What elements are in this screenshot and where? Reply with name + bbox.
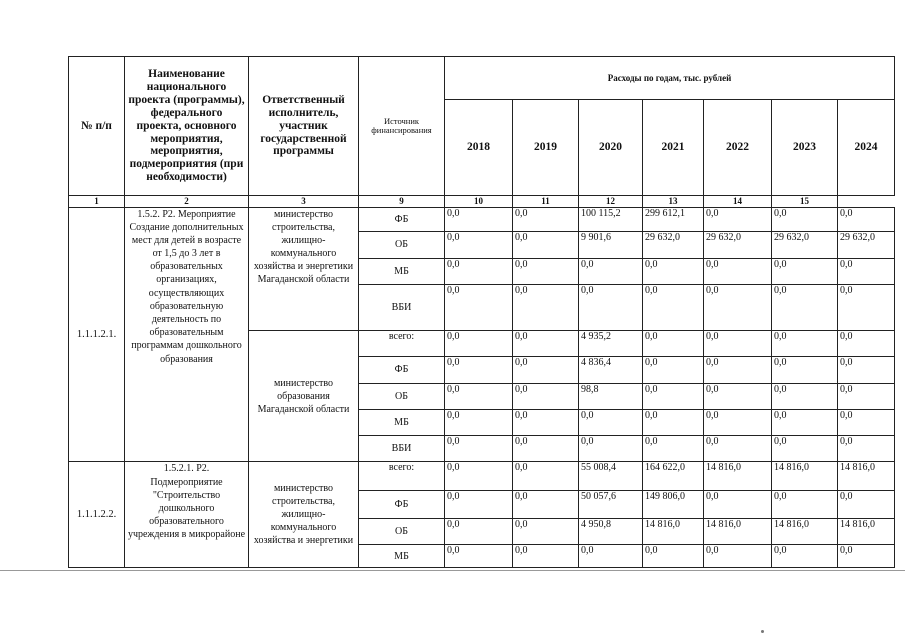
value-2023: 0,0	[772, 207, 838, 232]
value-2023: 0,0	[772, 545, 838, 568]
row-executor: министерство строительства, жилищно-коммунального хозяйства и энергетики Магаданской области	[249, 207, 359, 331]
value-2023: 0,0	[772, 383, 838, 410]
value-2018: 0,0	[445, 356, 513, 383]
value-2020: 55 008,4	[579, 462, 643, 491]
header-executor: Ответственный исполнитель, участник государственной программы	[249, 57, 359, 196]
value-2021: 149 806,0	[643, 491, 704, 519]
header-year-2019: 2019	[513, 100, 579, 196]
value-2019: 0,0	[513, 491, 579, 519]
value-2022: 0,0	[704, 435, 772, 462]
table-row	[69, 207, 895, 232]
funding-source: МБ	[359, 258, 445, 285]
value-2020: 4 950,8	[579, 518, 643, 545]
value-2021: 14 816,0	[643, 518, 704, 545]
funding-source: МБ	[359, 410, 445, 436]
value-2023: 0,0	[772, 331, 838, 357]
budget-table	[68, 56, 895, 568]
row-code: 1.1.1.2.1.	[69, 207, 125, 462]
funding-source: всего:	[359, 462, 445, 491]
value-2020: 0,0	[579, 435, 643, 462]
funding-source: ФБ	[359, 491, 445, 519]
value-2024: 0,0	[838, 285, 895, 331]
value-2018: 0,0	[445, 331, 513, 357]
value-2022: 0,0	[704, 285, 772, 331]
value-2024: 14 816,0	[838, 518, 895, 545]
value-2020: 100 115,2	[579, 207, 643, 232]
value-2018: 0,0	[445, 258, 513, 285]
value-2022: 0,0	[704, 383, 772, 410]
row-name: 1.5.2. Р2. Мероприятие Создание дополнительных мест для детей в возрасте от 1,5 до 3 лет в образовательных организациях, осуществляющих образовательную деятельность по образовательным программам дошкольного образования	[125, 207, 249, 462]
header-num: № п/п	[69, 57, 125, 196]
table-row	[69, 462, 895, 491]
value-2019: 0,0	[513, 232, 579, 259]
page-bottom-rule	[0, 570, 905, 571]
value-2023: 0,0	[772, 285, 838, 331]
value-2023: 0,0	[772, 435, 838, 462]
value-2019: 0,0	[513, 545, 579, 568]
header-row-top	[69, 57, 895, 100]
funding-source: ОБ	[359, 383, 445, 410]
value-2024: 0,0	[838, 435, 895, 462]
value-2021: 0,0	[643, 285, 704, 331]
header-year-2024: 2024	[838, 100, 895, 196]
value-2022: 0,0	[704, 331, 772, 357]
value-2020: 0,0	[579, 285, 643, 331]
value-2021: 0,0	[643, 356, 704, 383]
funding-source: ВБИ	[359, 435, 445, 462]
funding-source: ФБ	[359, 356, 445, 383]
value-2019: 0,0	[513, 383, 579, 410]
value-2020: 50 057,6	[579, 491, 643, 519]
column-number: 11	[513, 196, 579, 207]
value-2021: 0,0	[643, 545, 704, 568]
header-year-2018: 2018	[445, 100, 513, 196]
value-2018: 0,0	[445, 491, 513, 519]
header-expenses: Расходы по годам, тыс. рублей	[445, 57, 895, 100]
value-2022: 14 816,0	[704, 462, 772, 491]
funding-source: ОБ	[359, 518, 445, 545]
value-2022: 0,0	[704, 545, 772, 568]
header-name: Наименование национального проекта (программы), федерального проекта, основного мероприятия, мероприятия, подмероприятия (при необходимости)	[125, 57, 249, 196]
column-number: 12	[579, 196, 643, 207]
value-2020: 4 836,4	[579, 356, 643, 383]
header-year-2020: 2020	[579, 100, 643, 196]
value-2022: 0,0	[704, 207, 772, 232]
value-2018: 0,0	[445, 232, 513, 259]
value-2022: 0,0	[704, 356, 772, 383]
value-2019: 0,0	[513, 356, 579, 383]
value-2021: 164 622,0	[643, 462, 704, 491]
value-2024: 0,0	[838, 383, 895, 410]
value-2019: 0,0	[513, 462, 579, 491]
column-number: 9	[359, 196, 445, 207]
column-number: 13	[643, 196, 704, 207]
value-2023: 0,0	[772, 491, 838, 519]
column-number-row	[69, 196, 895, 207]
value-2022: 0,0	[704, 410, 772, 436]
value-2019: 0,0	[513, 207, 579, 232]
value-2019: 0,0	[513, 518, 579, 545]
column-number: 3	[249, 196, 359, 207]
value-2020: 4 935,2	[579, 331, 643, 357]
value-2019: 0,0	[513, 435, 579, 462]
header-year-2022: 2022	[704, 100, 772, 196]
value-2020: 98,8	[579, 383, 643, 410]
row-executor: министерство строительства, жилищно-коммунального хозяйства и энергетики	[249, 462, 359, 568]
value-2021: 0,0	[643, 435, 704, 462]
value-2023: 0,0	[772, 410, 838, 436]
value-2024: 0,0	[838, 207, 895, 232]
value-2023: 29 632,0	[772, 232, 838, 259]
value-2024: 0,0	[838, 410, 895, 436]
value-2018: 0,0	[445, 410, 513, 436]
value-2018: 0,0	[445, 285, 513, 331]
value-2021: 299 612,1	[643, 207, 704, 232]
value-2019: 0,0	[513, 285, 579, 331]
column-number: 14	[704, 196, 772, 207]
funding-source: ВБИ	[359, 285, 445, 331]
value-2023: 0,0	[772, 356, 838, 383]
value-2023: 14 816,0	[772, 462, 838, 491]
value-2019: 0,0	[513, 258, 579, 285]
column-number: 10	[445, 196, 513, 207]
value-2024: 0,0	[838, 491, 895, 519]
value-2019: 0,0	[513, 331, 579, 357]
value-2018: 0,0	[445, 383, 513, 410]
value-2018: 0,0	[445, 207, 513, 232]
value-2024: 0,0	[838, 258, 895, 285]
value-2018: 0,0	[445, 518, 513, 545]
value-2024: 0,0	[838, 356, 895, 383]
value-2024: 0,0	[838, 331, 895, 357]
value-2019: 0,0	[513, 410, 579, 436]
value-2021: 0,0	[643, 258, 704, 285]
row-executor: министерство образования Магаданской области	[249, 331, 359, 462]
scan-speck	[761, 630, 764, 633]
value-2020: 0,0	[579, 410, 643, 436]
value-2018: 0,0	[445, 462, 513, 491]
value-2023: 0,0	[772, 258, 838, 285]
value-2022: 0,0	[704, 491, 772, 519]
header-source: Источник финансирования	[359, 57, 445, 196]
funding-source: МБ	[359, 545, 445, 568]
value-2024: 29 632,0	[838, 232, 895, 259]
row-name: 1.5.2.1. Р2. Подмероприятие "Строительство дошкольного образовательного учреждения в микрорайоне	[125, 462, 249, 568]
column-number: 2	[125, 196, 249, 207]
row-code: 1.1.1.2.2.	[69, 462, 125, 568]
header-year-2023: 2023	[772, 100, 838, 196]
funding-source: всего:	[359, 331, 445, 357]
value-2024: 14 816,0	[838, 462, 895, 491]
value-2020: 0,0	[579, 545, 643, 568]
table-body	[69, 57, 895, 568]
value-2018: 0,0	[445, 545, 513, 568]
value-2022: 14 816,0	[704, 518, 772, 545]
value-2021: 0,0	[643, 410, 704, 436]
value-2022: 29 632,0	[704, 232, 772, 259]
value-2018: 0,0	[445, 435, 513, 462]
header-year-2021: 2021	[643, 100, 704, 196]
value-2020: 0,0	[579, 258, 643, 285]
value-2020: 9 901,6	[579, 232, 643, 259]
funding-source: ФБ	[359, 207, 445, 232]
value-2024: 0,0	[838, 545, 895, 568]
value-2021: 0,0	[643, 383, 704, 410]
funding-source: ОБ	[359, 232, 445, 259]
column-number: 15	[772, 196, 838, 207]
value-2023: 14 816,0	[772, 518, 838, 545]
column-number: 1	[69, 196, 125, 207]
value-2021: 0,0	[643, 331, 704, 357]
value-2022: 0,0	[704, 258, 772, 285]
value-2021: 29 632,0	[643, 232, 704, 259]
